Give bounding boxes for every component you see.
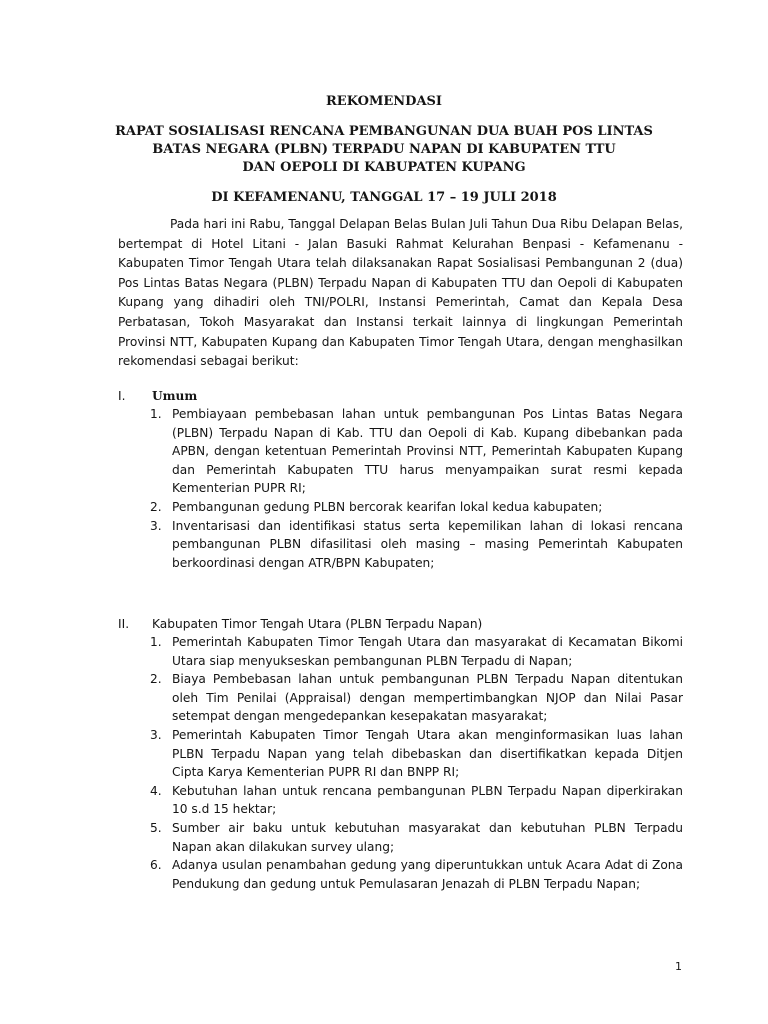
section-heading-umum (118, 387, 197, 406)
section-number: II. (118, 617, 130, 631)
item-text: Pemerintah Kabupaten Timor Tengah Utara akan menginformasikan luas lahan PLBN Terpadu Napan yang telah dibebaskan dan disertifikatkan kepada Ditjen Cipta Karya Kementerian PUPR RI dan BNPP RI; (172, 727, 683, 780)
item-text: Adanya usulan penambahan gedung yang diperuntukkan untuk Acara Adat di Zona Pendukung dan gedung untuk Pemulasaran Jenazah di PLBN Terpadu Napan; (172, 858, 683, 891)
list-item (150, 856, 683, 893)
list-item (150, 819, 683, 856)
item-number: 3. (150, 727, 162, 742)
list-item (150, 726, 683, 782)
list-item (150, 405, 683, 498)
meeting-title-line-3: DAN OEPOLI DI KABUPATEN KUPANG (242, 160, 526, 175)
section-number: I. (118, 389, 126, 403)
section-label: Kabupaten Timor Tengah Utara (PLBN Terpadu Napan) (152, 617, 483, 631)
item-number: 2. (150, 499, 162, 514)
item-text: Kebutuhan lahan untuk rencana pembangunan PLBN Terpadu Napan diperkirakan 10 s.d 15 hektar; (172, 783, 683, 817)
page-number: 1 (675, 960, 682, 973)
item-number: 1. (150, 635, 162, 649)
item-text: Pembiayaan pembebasan lahan untuk pembangunan Pos Lintas Batas Negara (PLBN) Terpadu Napan di Kab. TTU dan Oepoli di Kab. Kupang dibebankan pada APBN, dengan ketentuan Pemerintah Provinsi NTT, Pemerintah Kabupaten Kupang dan Pemerintah Kabupaten TTU harus menyampaikan surat resmi kepada Kementerian PUPR RI; (172, 407, 683, 496)
item-text: Pembangunan gedung PLBN bercorak kearifan lokal kedua kabupaten; (172, 499, 603, 514)
section-label: Umum (152, 389, 198, 403)
item-number: 6. (150, 858, 162, 873)
meeting-title-line-1: RAPAT SOSIALISASI RENCANA PEMBANGUNAN DUA BUAH POS LINTAS (115, 124, 653, 139)
intro-paragraph: Pada hari ini Rabu, Tanggal Delapan Belas Bulan Juli Tahun Dua Ribu Delapan Belas, bertempat di Hotel Litani - Jalan Basuki Rahmat Kelurahan Benpasi - Kefamenanu - Kabupaten Timor Tengah Utara telah dilaksanakan Rapat Sosialisasi Pembangunan 2 (dua) Pos Lintas Batas Negara (PLBN) Terpadu Napan di Kabupaten TTU dan Oepoli di Kabupaten Kupang yang dihadiri oleh TNI/POLRI, Instansi Pemerintah, Camat dan Kepala Desa Perbatasan, Tokoh Masyarakat dan Instansi terkait lainnya di lingkungan Pemerintah Provinsi NTT, Kabupaten Kupang dan Kabupaten Timor Tengah Utara, dengan menghasilkan rekomendasi sebagai berikut: (118, 217, 683, 369)
document-title: REKOMENDASI (326, 94, 442, 109)
item-text: Pemerintah Kabupaten Timor Tengah Utara dan masyarakat di Kecamatan Bikomi Utara siap menyukseskan pembangunan PLBN Terpadu di Napan; (172, 635, 683, 668)
item-text: Sumber air baku untuk kebutuhan masyarakat dan kebutuhan PLBN Terpadu Napan akan dilakukan survey ulang; (172, 820, 683, 854)
item-number: 3. (150, 518, 162, 533)
list-item (150, 498, 683, 517)
list-item (150, 782, 683, 819)
list-item (150, 670, 683, 726)
section-list-ttu (150, 633, 683, 893)
item-text: Biaya Pembebasan lahan untuk pembangunan PLBN Terpadu Napan ditentukan oleh Tim Penilai (Appraisal) dengan mempertimbangkan NJOP dan Nilai Pasar setempat dengan mengedepankan kesepakatan masyarakat; (172, 672, 683, 724)
list-item (150, 517, 683, 573)
meeting-title-line-2: BATAS NEGARA (PLBN) TERPADU NAPAN DI KABUPATEN TTU (152, 142, 616, 157)
item-number: 4. (150, 783, 162, 798)
section-list-umum (150, 405, 683, 572)
item-number: 1. (150, 407, 162, 421)
item-number: 2. (150, 672, 162, 687)
item-text: Inventarisasi dan identifikasi status serta kepemilikan lahan di lokasi rencana pembangunan PLBN difasilitasi oleh masing – masing Pemerintah Kabupaten berkoordinasi dengan ATR/BPN Kabupaten; (172, 518, 683, 570)
item-number: 5. (150, 820, 162, 835)
section-heading-ttu (118, 615, 482, 634)
list-item (150, 633, 683, 670)
place-date-heading: DI KEFAMENANU, TANGGAL 17 – 19 JULI 2018 (211, 190, 557, 205)
